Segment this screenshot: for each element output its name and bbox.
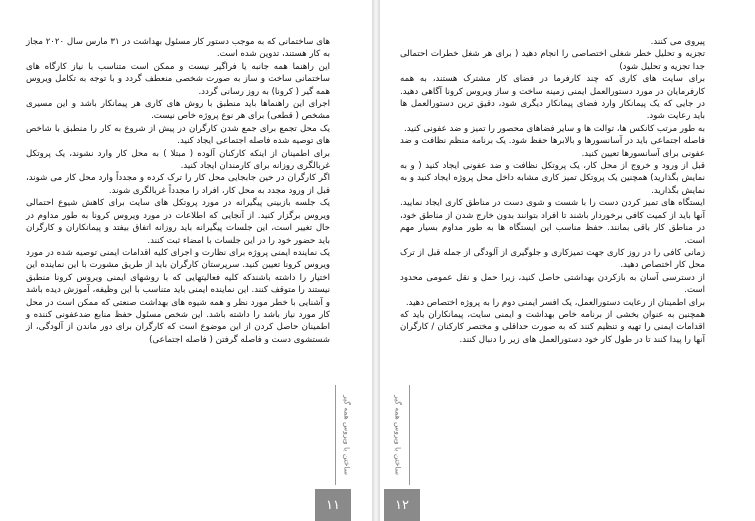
book-gutter [372, 0, 380, 521]
paragraph: این راهنما همه جانبه یا فراگیر نیست و ممکن است متناسب با نیاز کارگاه های ساختمانی ساخت و ساز به صورت شخصی منعطف گردد و با توجه به تکامل ویروس همه گیر ( کرونا) به روز رسانی گردد. [26, 61, 330, 97]
left-running-title-bar [335, 385, 358, 485]
paragraph: برای اطمینان از رعایت دستورالعمل، یک افسر ایمنی دوم را به پروژه اختصاص دهید. [405, 297, 705, 308]
paragraph: برای اطمینان از اینکه کارکنان آلوده ( مبتلا ) به محل کار وارد نشوند، یک پروتکل غربالگری روزانه برای کارمندان ایجاد کنید. [26, 148, 330, 172]
paragraph: اگر کارگران در حین جابجایی محل کار را ترک کرده و مجدداً وارد محل کار می شوند، قبل از ورود مجدد به محل کار، افراد را مجدداً غربالگری شوند. [26, 173, 330, 196]
running-title: ساختن با ویروس همه گیر [393, 395, 403, 475]
paragraph: های ساختمانی که به موجب دستور کار مسئول بهداشت در ۳۱ مارس سال ۲۰۲۰ مجاز به کار هستند، تدوین شده است. [26, 37, 330, 60]
paragraph: اجرای این راهنماها باید منطبق با روش های کاری هر پیمانکار باشد و این مسیری مشخص ( قطعی) برای هر نوع پروژه خاص نیست. [26, 99, 330, 122]
right-running-title-bar [387, 385, 410, 485]
paragraph: ایستگاه های تمیز کردن دست را با شست و شوی دست در مناطق کاری ایجاد نمایید. آنها باید از کمیت کافی برخوردار باشند تا افراد بتوانند بدون خارج شدن از مناطق خود، در مناطق کار باقی بمانند. حفظ مناسب این ایستگاه ها به طور مداوم بسیار مهم است. [400, 198, 705, 246]
paragraph: از دسترسی آسان به بازکردن بهداشتی حاصل کنید، زیرا حمل و نقل عمومی محدود است. [400, 272, 705, 296]
paragraph: به طور مرتب کانکس ها، توالت ها و سایر فضاهای محصور را تمیز و ضد عفونی کنید. [404, 123, 705, 134]
paragraph: یک محل تجمع برای جمع شدن کارگران در پیش از شروع به کار را منطبق با شاخص های توصیه شده فاصله اجتماعی ایجاد کنید. [26, 123, 330, 147]
page-number: ۱۲ [384, 489, 420, 521]
paragraph: پیروی می کنند. [650, 37, 705, 47]
paragraph: تجزیه و تحلیل خطر شغلی اختصاصی را انجام دهید ( برای هر شغل خطرات احتمالی جدا تجزیه و تحلیل شود) [400, 49, 705, 72]
running-title: ساختن با ویروس همه گیر [342, 395, 352, 475]
right-page-text [400, 36, 705, 346]
paragraph: قبل از ورود و خروج از محل کار، یک پروتکل نظافت و ضد عفونی ایجاد کنید ( و به نمایش بگذارید) همچنین یک پروتکل تمیز کاری مشابه داخل محل پروژه ایجاد کنید و به نمایش بگذارید. [400, 161, 705, 196]
paragraph: زمانی کافی را در روز کاری جهت تمیزکاری و جلوگیری از آلودگی از جمله قبل از ترک محل کار اختصاص دهید. [400, 247, 705, 271]
paragraph: فاصله اجتماعی باید در آسانسورها و بالابرها حفظ شود. یک برنامه منظم نظافت و ضد عفونی برای آسانسورها تعیین کنید. [400, 136, 705, 159]
paragraph: همچنین به عنوان بخشی از برنامه خاص بهداشت و ایمنی سایت، پیمانکاران باید که اقدامات ایمنی را تهیه و تنظیم کنند که به صورت حداقلی و مختصر کارکنان / کارگران آنها را پیدا کنند تا در طول کار خود دستورالعمل های زیر را دنبال کنند. [400, 309, 705, 345]
page-number: ۱۱ [315, 489, 351, 521]
paragraph: یک نماینده ایمنی پروژه برای نظارت و اجرای کلیه اقدامات ایمنی توصیه شده در مورد ویروس کرونا تعیین کنید. سرپرستان کارگران باید از طریق مشورت با این نماینده این اختیار را داشته باشندکه کلیه فعالیتهایی که با روشهای ایمنی ویروس کرونا منطبق نیستند را متوقف کنند. این نماینده ایمنی باید متناسب با این وظیفه، آموزش دیده باشد و آشنایی با خطر مورد نظر و همه شیوه های بهداشت صنعتی که ممکن است در محل کار مورد نیاز باشد را داشته باشد. این شخص مسئول حفظ منابع ضدعفونی کننده و اطمینان حاصل کردن از این موضوع است که کارگران برای دور ماندن از آلودگی، از شستشوی دست و فاصله گرفتن ( فاصله اجتماعی) [26, 247, 330, 345]
paragraph: یک جلسه بازبینی پیگیرانه در مورد پروتکل های سایت برای کاهش شیوع احتمالی ویروس برگزار کنید. از آنجایی که اطلاعات در مورد ویروس کرونا به طور مداوم در حال تغییر است، این جلسات پیگیرانه باید روزانه اتفاق بیفتد و پیمانکاران و کارگران باید حضور خود را در این جلسات با امضاء ثبت کنند. [26, 198, 330, 246]
paragraph: برای سایت های کاری که چند کارفرما در فضای کار مشترک هستند، به همه کارفرمایان در مورد دستورالعمل ایمنی زمینه ساخت و ساز ویروس کرونا آگاهی دهید. در جایی که یک پیمانکار وارد فضای پیمانکار دیگری شود، دقیق ترین دستورالعمل ها باید رعایت شود. [400, 74, 705, 122]
left-page-text [26, 36, 330, 346]
